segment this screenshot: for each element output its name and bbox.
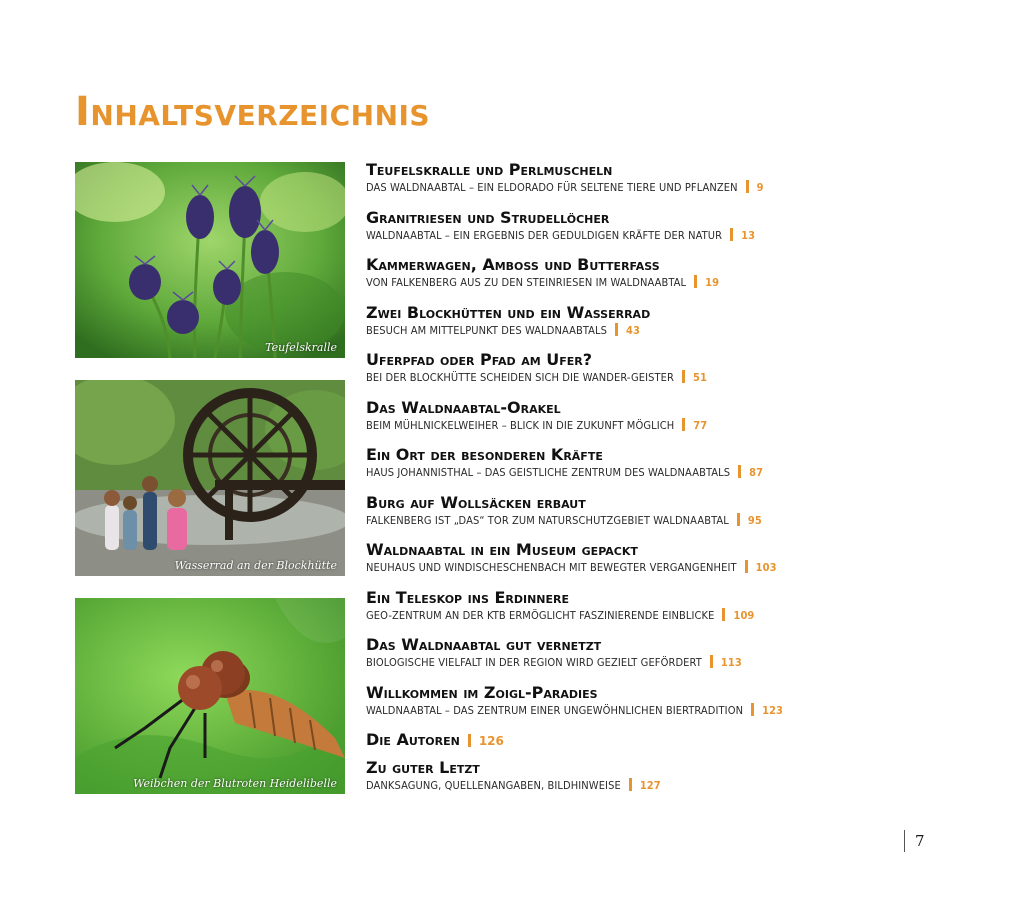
page-number: 7 xyxy=(904,830,925,852)
divider-bar xyxy=(629,778,632,791)
page-ref: 126 xyxy=(478,734,504,748)
page-ref: 9 xyxy=(756,181,764,194)
page-title: Inhaltsverzeichnis xyxy=(75,89,431,135)
entry-title: Uferpfad oder Pfad am Ufer? xyxy=(366,350,593,369)
divider-bar xyxy=(682,418,685,431)
subtitle-text: DANKSAGUNG, QUELLENANGABEN, BILDHINWEISE xyxy=(366,779,621,792)
subtitle-text: BESUCH AM MITTELPUNKT DES WALDNAABTALS xyxy=(366,323,608,337)
subtitle-text: FALKENBERG IST „DAS“ TOR ZUM NATURSCHUTZGEBIET WALDNAABTAL xyxy=(366,513,729,527)
page-ref: 109 xyxy=(733,608,755,622)
entry-title-text: Die Autoren xyxy=(366,730,460,749)
entry-title: Das Waldnaabtal gut vernetzt xyxy=(366,635,602,654)
subtitle-text: BIOLOGISCHE VIELFALT IN DER REGION WIRD GEZIELT GEFÖRDERT xyxy=(366,656,702,669)
entry-subtitle xyxy=(366,703,966,719)
subtitle-text: HAUS JOHANNISTHAL – DAS GEISTLICHE ZENTRUM DES WALDNAABTALS xyxy=(366,466,731,479)
page-ref: 113 xyxy=(720,656,742,669)
entry-subtitle xyxy=(366,465,966,481)
entry-subtitle xyxy=(366,323,966,339)
page-ref: 51 xyxy=(692,371,707,384)
entry-subtitle xyxy=(366,778,966,794)
table-of-contents xyxy=(366,160,966,798)
entry-title: Das Waldnaabtal-Orakel xyxy=(366,397,561,417)
toc-entry[interactable] xyxy=(366,208,966,256)
toc-entry[interactable] xyxy=(366,398,966,446)
water-wheel-photo xyxy=(75,380,345,576)
toc-entry[interactable] xyxy=(366,730,966,758)
entry-title: Ein Teleskop ins Erdinnere xyxy=(366,587,570,607)
entry-subtitle xyxy=(366,655,966,671)
entry-subtitle xyxy=(366,370,966,386)
dragonfly-photo xyxy=(75,598,345,794)
divider-bar xyxy=(746,180,749,193)
toc-entry[interactable] xyxy=(366,255,966,303)
entry-title: Willkommen im Zoigl-Paradies xyxy=(366,682,598,702)
toc-entry[interactable] xyxy=(366,160,966,208)
entry-title xyxy=(366,730,966,751)
entry-title: Zu guter Letzt xyxy=(366,758,480,777)
toc-entry[interactable] xyxy=(366,350,966,398)
subtitle-text: BEIM MÜHLNICKELWEIHER – BLICK IN DIE ZUKUNFT MÖGLICH xyxy=(366,418,675,432)
entry-subtitle xyxy=(366,228,966,244)
divider-bar xyxy=(615,323,618,336)
entry-title: Waldnaabtal in ein Museum gepackt xyxy=(366,540,638,559)
divider-bar xyxy=(745,560,748,573)
toc-entry[interactable] xyxy=(366,493,966,541)
divider-bar xyxy=(468,734,471,747)
entry-subtitle xyxy=(366,560,966,576)
divider-bar xyxy=(682,370,685,383)
subtitle-text: VON FALKENBERG AUS ZU DEN STEINRIESEN IM WALDNAABTAL xyxy=(366,276,687,289)
toc-entry[interactable] xyxy=(366,540,966,588)
page-ref: 95 xyxy=(747,513,762,527)
divider-bar xyxy=(722,608,725,621)
divider-bar xyxy=(730,228,733,241)
toc-entry[interactable] xyxy=(366,635,966,683)
entry-title: Kammerwagen, Amboss und Butterfass xyxy=(366,255,660,274)
entry-title: Ein Ort der besonderen Kräfte xyxy=(366,445,603,464)
page-ref: 13 xyxy=(741,228,756,242)
entry-subtitle xyxy=(366,180,966,196)
divider-bar xyxy=(710,655,713,668)
page-ref: 123 xyxy=(762,703,784,717)
teufelskralle-flower-photo xyxy=(75,162,345,358)
toc-entry[interactable] xyxy=(366,758,966,798)
divider-bar xyxy=(738,465,741,478)
page-ref: 127 xyxy=(639,779,661,792)
entry-subtitle xyxy=(366,513,966,529)
page-ref: 19 xyxy=(705,276,720,289)
page-ref: 43 xyxy=(626,323,641,337)
subtitle-text: WALDNAABTAL – DAS ZENTRUM EINER UNGEWÖHNLICHEN BIERTRADITION xyxy=(366,703,744,717)
subtitle-text: BEI DER BLOCKHÜTTE SCHEIDEN SICH DIE WANDER-GEISTER xyxy=(366,371,674,384)
entry-title: Zwei Blockhütten und ein Wasserrad xyxy=(366,302,651,322)
divider-bar xyxy=(694,275,697,288)
photo-caption: Wasserrad an der Blockhütte xyxy=(174,559,337,572)
toc-entry[interactable] xyxy=(366,303,966,351)
entry-subtitle xyxy=(366,418,966,434)
page-ref: 87 xyxy=(749,466,764,479)
page-ref: 103 xyxy=(755,561,777,574)
page-ref: 77 xyxy=(693,418,708,432)
subtitle-text: WALDNAABTAL – EIN ERGEBNIS DER GEDULDIGEN KRÄFTE DER NATUR xyxy=(366,228,723,242)
entry-title: Teufelskralle und Perlmuscheln xyxy=(366,160,613,179)
entry-title: Burg auf Wollsäcken erbaut xyxy=(366,492,586,512)
subtitle-text: DAS WALDNAABTAL – EIN ELDORADO FÜR SELTENE TIERE UND PFLANZEN xyxy=(366,181,738,194)
toc-entry[interactable] xyxy=(366,588,966,636)
entry-subtitle xyxy=(366,608,966,624)
entry-title: Granitriesen und Strudellöcher xyxy=(366,207,610,227)
subtitle-text: GEO-ZENTRUM AN DER KTB ERMÖGLICHT FASZINIERENDE EINBLICKE xyxy=(366,608,715,622)
entry-subtitle xyxy=(366,275,966,291)
toc-entry[interactable] xyxy=(366,445,966,493)
divider-bar xyxy=(751,703,754,716)
photo-caption: Teufelskralle xyxy=(265,341,337,354)
toc-entry[interactable] xyxy=(366,683,966,731)
photo-caption: Weibchen der Blutroten Heidelibelle xyxy=(133,777,337,790)
divider-bar xyxy=(737,513,740,526)
subtitle-text: NEUHAUS UND WINDISCHESCHENBACH MIT BEWEGTER VERGANGENHEIT xyxy=(366,561,737,574)
